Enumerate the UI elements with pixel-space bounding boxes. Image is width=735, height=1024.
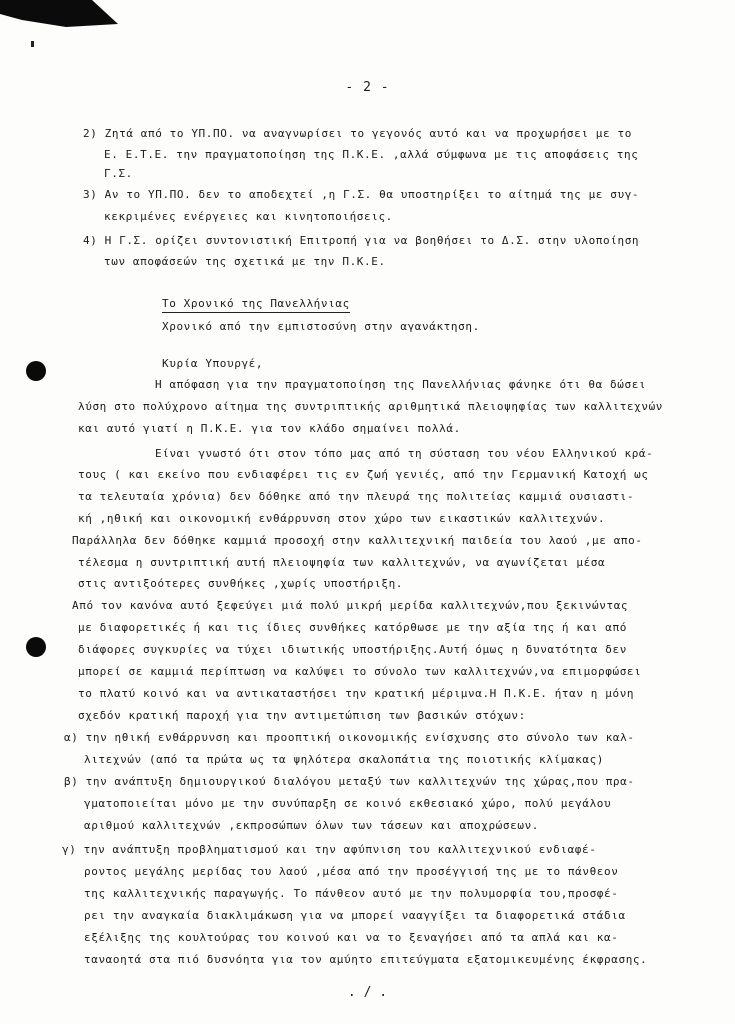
text-line: μπορεί σε καμμιά περίπτωση να καλύψει το σύνολο των καλλιτεχνών,να επιμορφώσει: [78, 665, 642, 678]
text-line: Η απόφαση για την πραγματοποίηση της Πανελλήνιας φάνηκε ότι θα δώσει: [155, 378, 647, 391]
text-line: Γ.Σ.: [104, 167, 133, 180]
text-line: ρει την αναγκαία διακλιμάκωση για να μπορεί νααγγίξει τα διαφορετικά στάδια: [84, 909, 626, 922]
text-line: αριθμού καλλιτεχνών ,εκπροσώπων όλων των τάσεων και αποχρώσεων.: [84, 819, 540, 832]
text-line: κή ,ηθική και οικονομική ενθάρρυνση στον χώρο των εικαστικών καλλιτεχνών.: [78, 512, 606, 525]
text-line: λιτεχνών (από τα πρώτα ως τα ψηλότερα σκαλοπάτια της ποιοτικής κλίμακας): [84, 753, 605, 766]
text-line: ταναοητά στα πιό δυσνόητα για τον αμύητο επιτεύγματα εξατομικευμένης έκφρασης.: [84, 953, 648, 966]
text-line: Είναι γνωστό ότι στον τόπο μας από τη σύσταση του νέου Ελληνικού κρά-: [155, 447, 654, 460]
continuation-mark: . / .: [347, 985, 388, 1000]
text-line: της καλλιτεχνικής παραγωγής. Το πάνθεον αυτό με την πολυμορφία του,προσφέ-: [84, 887, 619, 900]
text-line: στις αντιξοότερες συνθήκες ,χωρίς υποστήριξη.: [78, 577, 404, 590]
punch-hole-top: [26, 361, 46, 381]
text-line: Ε. Ε.Τ.Ε. την πραγματοποίηση της Π.Κ.Ε. ,αλλά σύμφωνα με τις αποφάσεις της: [104, 148, 639, 161]
text-line: 3) Αν το ΥΠ.ΠΟ. δεν το αποδεχτεί ,η Γ.Σ. θα υποστηρίξει το αίτημά της με συγ-: [83, 188, 640, 201]
punch-hole-bottom: [26, 637, 46, 657]
text-line: σχεδόν κρατική παροχή για την αντιμετώπιση των βασικών στόχων:: [78, 709, 526, 722]
scan-corner-shadow: [0, 0, 120, 34]
salutation: Κυρία Υπουργέ,: [162, 357, 264, 370]
text-line: ροντος μεγάλης μερίδας του λαού ,μέσα από την προσέγγισή της με το πάνθεον: [84, 865, 619, 878]
list-item-c: γ) την ανάπτυξη προβληματισμού και την αφύπνιση του καλλιτεχνικού ενδιαφέ-: [62, 843, 597, 856]
text-line: γματοποιείται μόνο με την συνύπαρξη σε κοινό εκθεσιακό χώρο, πολύ μεγάλου: [84, 797, 612, 810]
text-line: με διαφορετικές ή και τις ίδιες συνθήκες κατόρθωσε με την αξία της ή και από: [78, 621, 627, 634]
text-line: το πλατύ κοινό και να αντικαταστήσει την κρατική μέριμνα.Η Π.Κ.Ε. ήταν η μόνη: [78, 687, 635, 700]
text-line: τους ( και εκείνο που ενδιαφέρει τις εν ζωή γενιές, από την Γερμανική Κατοχή ως: [78, 468, 649, 481]
section-heading: [162, 297, 350, 311]
text-line: εξέλιξης της κουλτούρας του κοινού και να το ξεναγήσει από τα απλά και κα-: [84, 931, 619, 944]
text-line: τέλεσμα η συντριπτική αυτή πλειοψηφία των καλλιτεχνών, να αγωνίζεται μέσα: [78, 556, 606, 569]
text-line: Παράλληλα δεν δόθηκε καμμιά προσοχή στην καλλιτεχνική παιδεία του λαού ,με απο-: [72, 534, 643, 547]
page-number: - 2 -: [345, 80, 390, 95]
text-line: των αποφάσεών της σχετικά με την Π.Κ.Ε.: [104, 255, 386, 268]
list-item-a: α) την ηθική ενθάρρυνση και προοπτική οικονομικής ενίσχυσης στο σύνολο των καλ-: [64, 731, 635, 744]
scan-mark: [31, 41, 34, 47]
text-line: τα τελευταία χρόνια) δεν δόθηκε από την πλευρά της πολιτείας καμμιά ουσιαστι-: [78, 490, 635, 503]
text-line: λύση στο πολύχρονο αίτημα της συντριπτικής αριθμητικά πλειοψηφίας των καλλιτεχνών: [78, 400, 664, 413]
text-line: Από τον κανόνα αυτό ξεφεύγει μιά πολύ μικρή μερίδα καλλιτεχνών,που ξεκινώντας: [72, 599, 629, 612]
text-line: κεκριμένες ενέργειες και κινητοποιήσεις.: [104, 210, 393, 223]
section-heading-text: Το Χρονικό της Πανελλήνιας: [162, 297, 350, 313]
text-line: 2) Ζητά από το ΥΠ.ΠΟ. να αναγνωρίσει το γεγονός αυτό και να προχωρήσει με το: [83, 127, 632, 140]
text-line: 4) Η Γ.Σ. ορίζει συντονιστική Επιτροπή για να βοηθήσει το Δ.Σ. στην υλοποίηση: [83, 234, 640, 247]
text-line: διάφορες συγκυρίες να τύχει ιδιωτικής υποστήριξης.Αυτή όμως η δυνατότητα δεν: [78, 643, 627, 656]
section-subheading: Χρονικό από την εμπιστοσύνη στην αγανάκτηση.: [162, 320, 480, 333]
list-item-b: β) την ανάπτυξη δημιουργικού διαλόγου μεταξύ των καλλιτεχνών της χώρας,που πρα-: [64, 775, 635, 788]
text-line: και αυτό γιατί η Π.Κ.Ε. για τον κλάδο σημαίνει πολλά.: [78, 422, 461, 435]
